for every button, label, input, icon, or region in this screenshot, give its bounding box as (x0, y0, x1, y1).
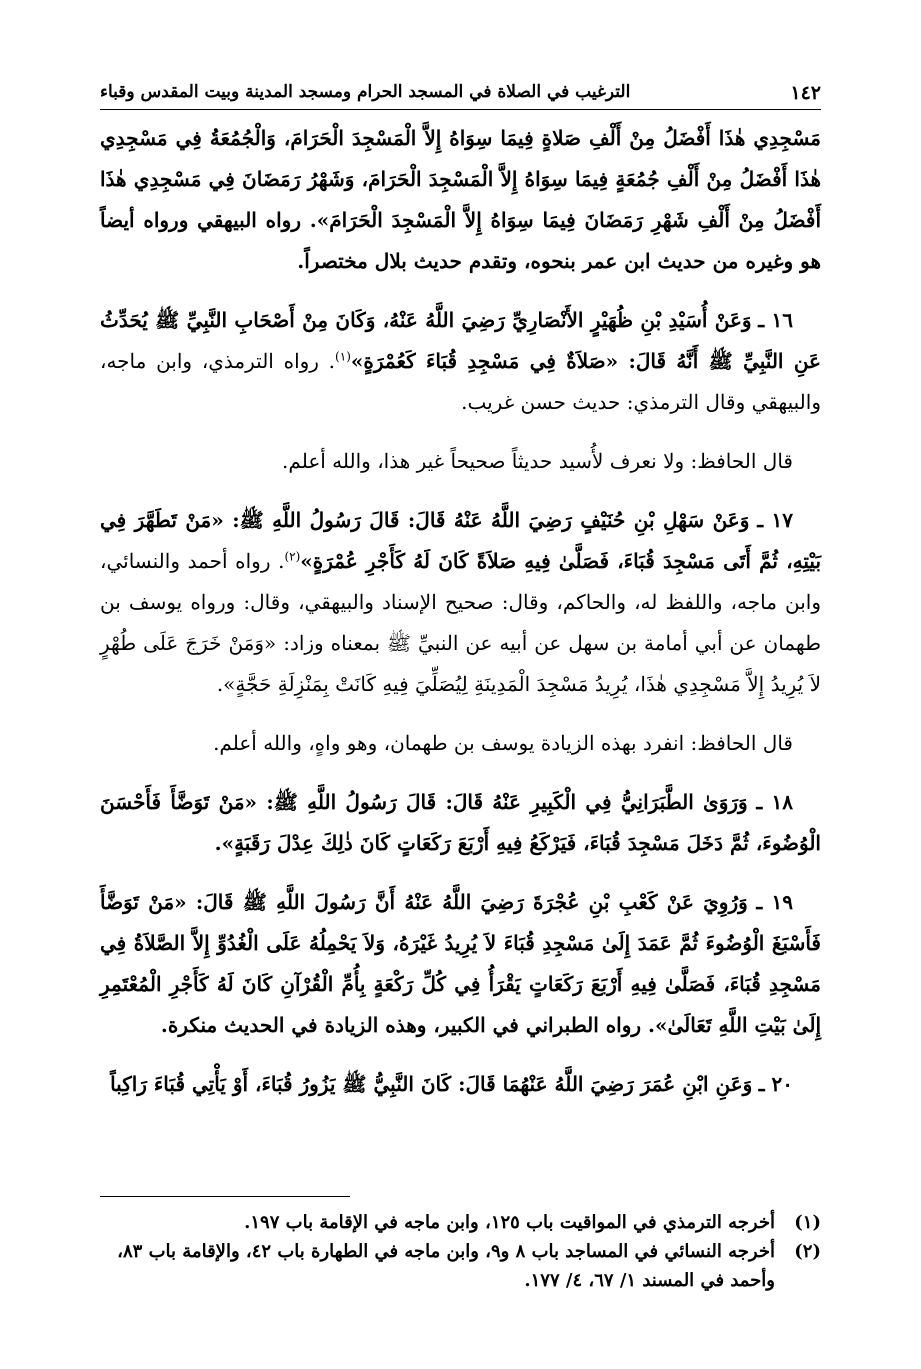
hadith-number: ١٦ ـ (758, 308, 793, 332)
hadith-number: ١٧ ـ (757, 508, 793, 532)
paragraph-text: مَسْجِدِي هٰذَا أَفْضَلُ مِنْ أَلْفِ صَلاةٍ فِيمَا سِوَاهُ إِلاَّ الْمَسْجِدَ الْحَرَامَ، وَالْجُمُعَةُ فِي مَسْجِدِي هٰذَا أَفْضَلُ مِنْ أَلْفِ جُمُعَةٍ فِيمَا سِوَاهُ إِلاَّ الْمَسْجِدَ الْحَرَامَ، وَشَهْرُ رَمَضَانَ فِي مَسْجِدِي هٰذَا أَفْضَلُ مِنْ أَلْفِ شَهْرِ رَمَضَانَ فِيمَا سِوَاهُ إِلاَّ الْمَسْجِدَ الْحَرَامَ». رواه البيهقي ورواه أيضاً هو وغيره من حديث ابن عمر بنحوه، وتقدم حديث بلال مختصراً. (100, 126, 821, 273)
footnote-ref: (٢) (284, 549, 301, 564)
hadith-text: وَرُوِيَ عَنْ كَعْبِ بْنِ عُجْرَةَ رَضِيَ اللَّهُ عَنْهُ أَنَّ رَسُولَ اللَّهِ ﷺ قَالَ: «مَنْ تَوَضَّأَ فَأَسْبَغَ الْوُضُوءَ ثُمَّ عَمَدَ إِلَىٰ مَسْجِدِ قُبَاءَ لاَ يُرِيدُ غَيْرَهُ، وَلاَ يَحْمِلُهُ عَلَى الْغُدُوِّ إِلاَّ الصَّلاَةُ فِي مَسْجِدِ قُبَاءَ، فَصَلَّىٰ فِيهِ أَرْبَعَ رَكَعَاتٍ يَقْرَأُ فِي كُلِّ رَكْعَةٍ بِأُمِّ الْقُرْآنِ كَانَ لَهُ كَأَجْرِ الْمُعْتَمِرِ إِلَىٰ بَيْتِ اللَّهِ تَعَالَىٰ». رواه الطبراني في الكبير، وهذه الزيادة في الحديث منكرة. (100, 890, 821, 1037)
hadith-19 (100, 882, 821, 1046)
footnote-marker: (٢) (794, 1241, 821, 1262)
footnote-1 (100, 1208, 821, 1237)
hadith-text: وَعَنْ سَهْلِ بْنِ حُنَيْفٍ رَضِيَ اللَّهُ عَنْهُ قَالَ: قَالَ رَسُولُ اللَّهِ ﷺ: «مَنْ تَطَهَّرَ فِي بَيْتِهِ، ثُمَّ أَتَى مَسْجِدَ قُبَاءَ، فَصَلَّىٰ فِيهِ صَلاَةً كَانَ لَهُ كَأَجْرِ عُمْرَةٍ» (100, 508, 822, 573)
footnote-ref: (١) (335, 349, 351, 364)
note-text: قال الحافظ: ولا نعرف لأُسيد حديثاً صحيحاً غير هذا، والله أعلم. (282, 449, 793, 473)
hadith-text: وَعَنْ أُسَيْدِ بْنِ ظُهَيْرٍ الأَنْصَارِيِّ رَضِيَ اللَّهُ عَنْهُ، وَكَانَ مِنْ أَصْحَابِ النَّبِيِّ ﷺ يُحَدِّثُ عَنِ النَّبِيِّ ﷺ أَنَّهُ قَالَ: «صَلاَةٌ فِي مَسْجِدِ قُبَاءَ كَعُمْرَةٍ» (100, 308, 821, 373)
footnote-2 (100, 1237, 821, 1295)
hadith-20 (100, 1064, 821, 1105)
hadith-18 (100, 782, 821, 864)
hadith-source: . رواه أحمد والنسائي، وابن ماجه، واللفظ له، والحاكم، وقال: صحيح الإسناد والبيهقي، وقال: ورواه يوسف بن طهمان عن أبي أمامة بن سهل عن أبيه عن النبيِّ ﷺ بمعناه وزاد: «وَمَنْ خَرَجَ عَلَى طُهْرٍ لاَ يُرِيدُ إِلاَّ مَسْجِدِي هٰذَا، يُرِيدُ مَسْجِدَ الْمَدِينَةِ لِيُصَلِّيَ فِيهِ كَانَتْ بِمَنْزِلَةِ حَجَّةٍ». (100, 549, 821, 696)
hadith-16 (100, 300, 821, 423)
hafiz-note-16 (100, 441, 821, 482)
footnotes (100, 1208, 821, 1295)
footnote-separator (100, 1196, 350, 1197)
header-rule (100, 109, 821, 110)
hadith-number: ٢٠ ـ (758, 1072, 793, 1096)
footnote-text: أخرجه الترمذي في المواقيت باب ١٢٥، وابن ماجه في الإقامة باب ١٩٧. (244, 1212, 775, 1233)
note-text: قال الحافظ: انفرد بهذه الزيادة يوسف بن طهمان، وهو واهٍ، والله أعلم. (213, 731, 793, 755)
page-header (100, 82, 821, 110)
hafiz-note-17 (100, 723, 821, 764)
paragraph-continuation (100, 118, 821, 282)
footnote-text: أخرجه النسائي في المساجد باب ٨ و٩، وابن ماجه في الطهارة باب ٤٢، والإقامة باب ٨٣، وأحمد في المسند ١/ ٦٧، ٤/ ١٧٧. (117, 1241, 775, 1291)
hadith-text: وَرَوَىٰ الطَّبَرَانِيُّ فِي الْكَبِيرِ عَنْهُ قَالَ: قَالَ رَسُولُ اللَّهِ ﷺ: «مَنْ تَوَضَّأَ فَأَحْسَنَ الْوُضُوءَ، ثُمَّ دَخَلَ مَسْجِدَ قُبَاءَ، فَيَرْكَعُ فِيهِ أَرْبَعَ رَكَعَاتٍ كَانَ ذٰلِكَ عِدْلَ رَقَبَةٍ». (100, 790, 821, 855)
page-body (100, 118, 821, 1123)
hadith-number: ١٨ ـ (756, 790, 793, 814)
footnote-marker: (١) (794, 1212, 821, 1233)
page-number: ١٤٢ (780, 82, 821, 104)
hadith-text: وَعَنِ ابْنِ عُمَرَ رَضِيَ اللَّهُ عَنْهُمَا قَالَ: كَانَ النَّبِيُّ ﷺ يَزُورُ قُبَاءَ، أَوْ يَأْتِي قُبَاءَ رَاكِباً (110, 1072, 753, 1096)
hadith-number: ١٩ ـ (756, 890, 793, 914)
running-title: الترغيب في الصلاة في المسجد الحرام ومسجد المدينة وبيت المقدس وقباء (100, 82, 640, 102)
hadith-source: . رواه الترمذي، وابن ماجه، والبيهقي وقال الترمذي: حديث حسن غريب. (100, 349, 821, 414)
hadith-17 (100, 500, 821, 705)
